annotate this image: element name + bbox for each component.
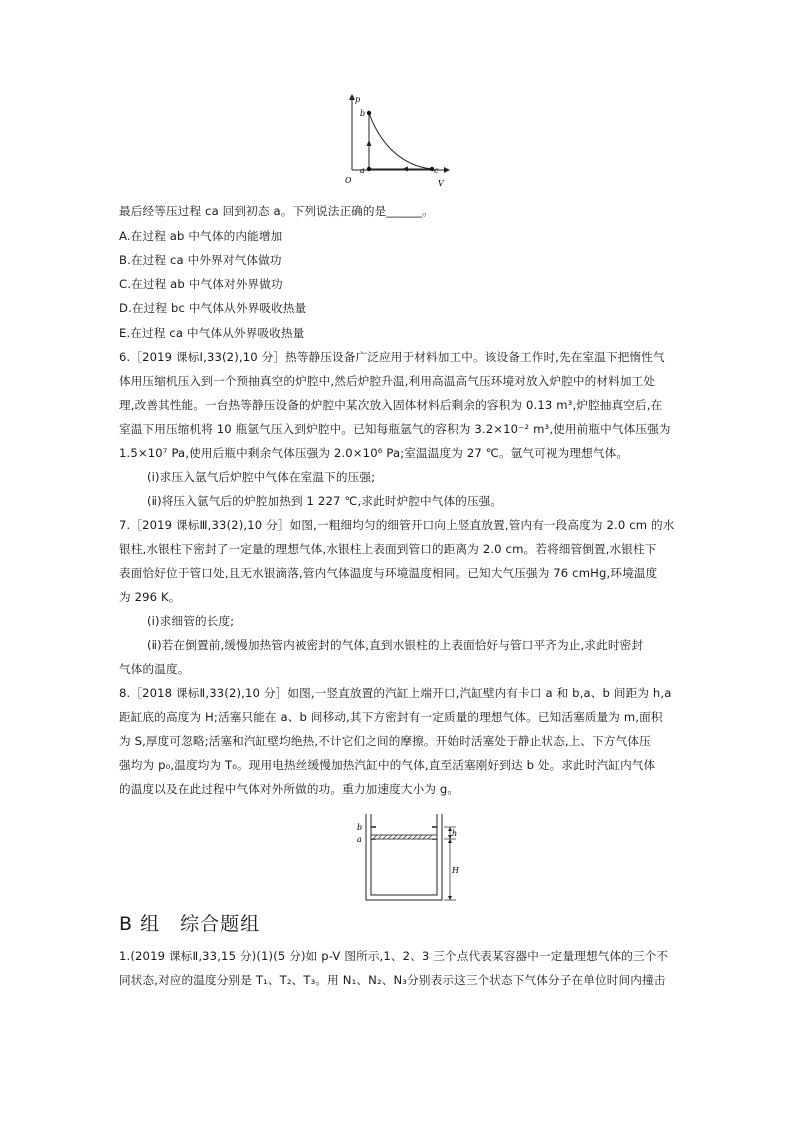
q7-sub-1: (ⅰ)求细管的长度;	[147, 614, 235, 628]
q8-line-5: 的温度以及在此过程中气体对外所做的功。重力加速度大小为 g。	[119, 782, 460, 796]
q6-line-4: 室温下用压缩机将 10 瓶氩气压入到炉腔中。已知每瓶氩气的容积为 3.2×10⁻² m³,使用前瓶中气体压强为	[119, 422, 671, 436]
axis-p-label: p	[355, 95, 361, 104]
q7-line-1: 7.［2019 课标Ⅲ,33(2),10 分］如图,一粗细均匀的细管开口向上竖直放置,管内有一段高度为 2.0 cm 的水	[119, 518, 675, 532]
q6-line-5: 1.5×10⁷ Pa,使用后瓶中剩余气体压强为 2.0×10⁶ Pa;室温温度为 27 ℃。氩气可视为理想气体。	[119, 446, 629, 460]
gap-h-label: h	[452, 829, 458, 838]
axis-v-label: V	[438, 179, 444, 188]
q5-option-e: E.在过程 ca 中气体从外界吸收热量	[119, 326, 305, 340]
q7-line-3: 表面恰好位于管口处,且无水银滴落,管内气体温度与环境温度相同。已知大气压强为 76 cmHg,环境温度	[119, 566, 658, 580]
stop-a-label: a	[357, 835, 362, 844]
q6-sub-2: (ⅱ)将压入氩气后的炉腔加热到 1 227 ℃,求此时炉腔中气体的压强。	[147, 494, 503, 508]
q7-sub-2a: (ⅱ)若在倒置前,缓慢加热管内被密封的气体,直到水银柱的上表面恰好与管口平齐为止,求此时密封	[147, 638, 644, 652]
q7-line-4: 为 296 K。	[119, 590, 181, 604]
q5-option-c: C.在过程 ab 中气体对外界做功	[119, 277, 283, 291]
stop-b-label: b	[357, 823, 363, 832]
q6-line-1: 6.［2019 课标Ⅰ,33(2),10 分］热等静压设备广泛应用于材料加工中。该设备工作时,先在室温下把惰性气	[119, 350, 665, 364]
cylinder-diagram	[352, 808, 462, 904]
q7-sub-2b: 气体的温度。	[119, 662, 190, 676]
q5-option-d: D.在过程 bc 中气体从外界吸收热量	[119, 301, 307, 315]
q7-line-2: 银柱,水银柱下密封了一定量的理想气体,水银柱上表面到管口的距离为 2.0 cm。若将细管倒置,水银柱下	[119, 542, 657, 556]
q6-line-3: 理,改善其性能。一台热等静压设备的炉腔中某次放入固体材料后剩余的容积为 0.13 m³,炉腔抽真空后,在	[119, 398, 663, 412]
q6-sub-1: (ⅰ)求压入氩气后炉腔中气体在室温下的压强;	[147, 470, 376, 484]
pv-diagram	[340, 92, 452, 196]
origin-label: O	[345, 176, 352, 185]
point-b-label: b	[360, 109, 366, 118]
height-H-label: H	[452, 866, 459, 875]
q8-line-2: 距缸底的高度为 H;活塞只能在 a、b 间移动,其下方密封有一定质量的理想气体。已知活塞质量为 m,面积	[119, 710, 663, 724]
q5-stem-tail: 最后经等压过程 ca 回到初态 a。下列说法正确的是______。	[119, 204, 434, 218]
q6-line-2: 体用压缩机压入到一个预抽真空的炉腔中,然后炉腔升温,利用高温高气压环境对放入炉腔中的材料加工处	[119, 374, 656, 388]
q8-line-4: 强均为 p₀,温度均为 T₀。现用电热丝缓慢加热汽缸中的气体,直至活塞刚好到达 b 处。求此时汽缸内气体	[119, 758, 656, 772]
q5-option-b: B.在过程 ca 中外界对气体做功	[119, 253, 282, 267]
q5-option-a: A.在过程 ab 中气体的内能增加	[119, 229, 283, 243]
q8-line-3: 为 S,厚度可忽略;活塞和汽缸壁均绝热,不计它们之间的摩擦。开始时活塞处于静止状态,上、下方气体压	[119, 734, 651, 748]
point-a-label: a	[360, 166, 365, 175]
section-b-heading: B 组 综合题组	[119, 913, 261, 935]
q8-line-1: 8.［2018 课标Ⅱ,33(2),10 分］如图,一竖直放置的汽缸上端开口,汽缸壁内有卡口 a 和 b,a、b 间距为 h,a	[119, 686, 672, 700]
point-c-label: c	[434, 166, 439, 175]
b1-line-1: 1.(2019 课标Ⅱ,33,15 分)(1)(5 分)如 p-V 图所示,1、2、3 三个点代表某容器中一定量理想气体的三个不	[119, 949, 669, 963]
b1-line-2: 同状态,对应的温度分别是 T₁、T₂、T₃。用 N₁、N₂、N₃分别表示这三个状态下气体分子在单位时间内撞击	[119, 973, 666, 987]
